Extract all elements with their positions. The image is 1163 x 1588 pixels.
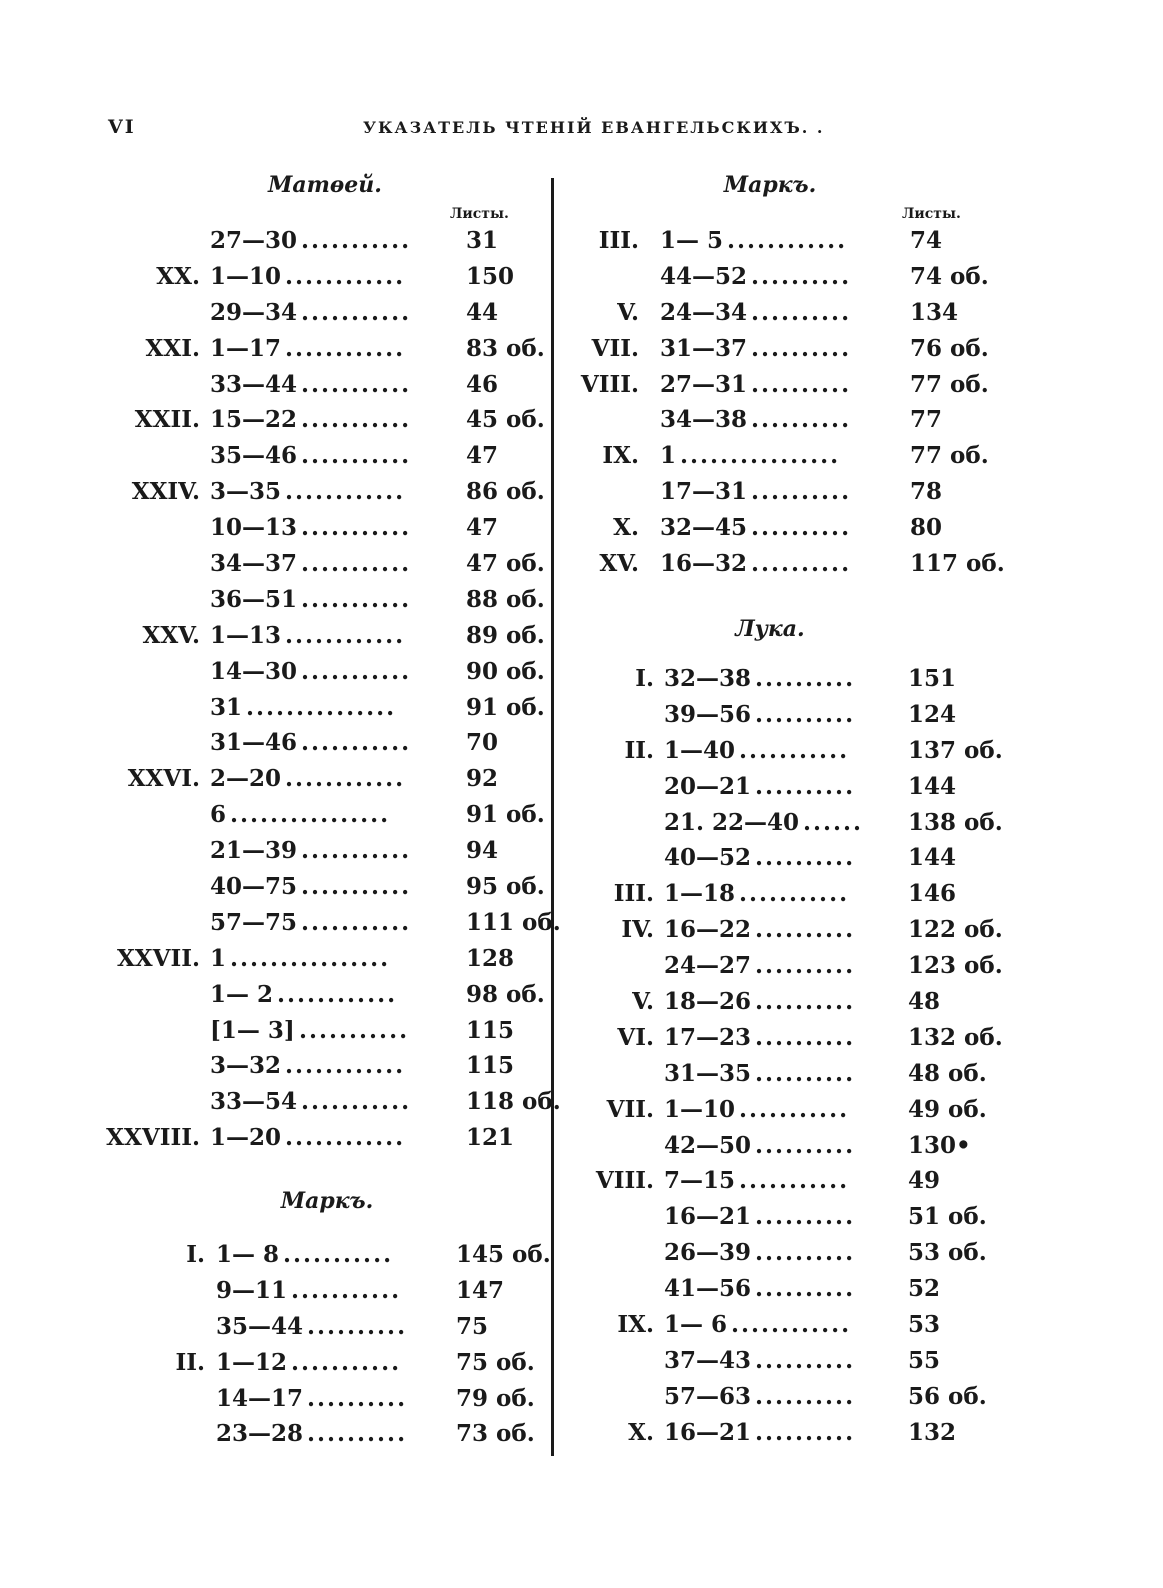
section-title-matthew: Матѳей. — [268, 172, 382, 198]
index-entry — [0, 1124, 551, 1160]
leader-dots: .......... — [751, 550, 852, 578]
leader-dots: .......... — [755, 1275, 856, 1303]
entry-verses: 35—44 — [216, 1312, 304, 1340]
entry-verses: 35—46 — [210, 442, 298, 470]
entry-chapter: III. — [598, 227, 639, 254]
entry-sheet: 56 об. — [908, 1382, 987, 1410]
entry-verses: 16—22 — [664, 916, 752, 944]
entry-sheet: 147 — [456, 1276, 505, 1304]
leader-dots: .......... — [755, 916, 856, 944]
leader-dots: .......... — [755, 1059, 856, 1087]
entry-sheet: 146 — [908, 880, 957, 908]
entry-verses: 1— 6 — [664, 1311, 728, 1339]
entry-chapter: III. — [613, 880, 654, 908]
leader-dots: ........... — [291, 1276, 402, 1304]
index-entry — [0, 694, 551, 730]
index-entry — [0, 299, 551, 335]
entry-verses: 32—38 — [664, 665, 752, 692]
entry-sheet: 122 об. — [908, 916, 1003, 944]
entry-sheet: 49 об. — [908, 1095, 987, 1123]
entry-sheet: 46 — [466, 370, 499, 398]
entry-verses: 15—22 — [210, 406, 298, 434]
entry-sheet: 144 — [908, 772, 957, 800]
entry-chapter: VII. — [591, 334, 639, 362]
entry-sheet: 47 об. — [466, 550, 545, 578]
index-entry — [0, 837, 551, 873]
entry-sheet: 137 об. — [908, 736, 1003, 764]
index-entry — [0, 729, 551, 765]
index-entry — [0, 801, 551, 837]
entry-verses: 31—46 — [210, 729, 298, 757]
leader-dots: .......... — [755, 952, 856, 980]
leader-dots: ........... — [301, 908, 412, 936]
index-entry — [0, 1313, 551, 1349]
entry-sheet: 124 — [908, 700, 957, 728]
index-entry — [554, 227, 1154, 263]
entry-chapter: XV. — [599, 550, 639, 578]
entry-sheet: 121 — [466, 1124, 515, 1152]
index-entry — [554, 550, 1154, 586]
entry-verses: 10—13 — [210, 514, 298, 542]
index-entry — [0, 1088, 561, 1124]
leader-dots: ........... — [299, 1016, 410, 1044]
index-entry — [554, 773, 1154, 809]
index-entry — [0, 1052, 551, 1088]
entry-sheet: 79 об. — [456, 1384, 535, 1412]
index-entry — [0, 371, 551, 407]
leader-dots: .......... — [751, 262, 852, 290]
entry-chapter: IV. — [621, 916, 654, 944]
index-entry — [554, 299, 1154, 335]
entry-chapter: I. — [186, 1241, 205, 1268]
entry-chapter: IX. — [602, 442, 639, 470]
page-number: VI — [108, 116, 136, 138]
leader-dots: ........... — [301, 406, 412, 434]
entry-sheet: 55 — [908, 1346, 941, 1374]
entry-verses: 57—63 — [664, 1382, 752, 1410]
entry-chapter: VIII. — [580, 370, 639, 398]
entry-sheet: 98 об. — [466, 980, 545, 1008]
index-entry — [0, 765, 551, 801]
index-entry — [554, 1203, 1154, 1239]
leader-dots: .......... — [751, 478, 852, 506]
leader-dots: ........... — [301, 837, 412, 865]
leader-dots: ............ — [285, 262, 406, 290]
mark-entry-list-right — [554, 227, 1154, 586]
leader-dots: .......... — [755, 1023, 856, 1051]
entry-sheet: 90 об. — [466, 657, 545, 685]
entry-verses: 1—12 — [216, 1348, 288, 1376]
entry-sheet: 47 — [466, 442, 499, 470]
entry-sheet: 74 — [910, 227, 943, 254]
entry-sheet: 45 об. — [466, 406, 545, 434]
leader-dots: .......... — [751, 334, 852, 362]
index-entry — [554, 701, 1154, 737]
entry-verses: 21. 22—40 — [664, 808, 800, 836]
entry-verses: 14—17 — [216, 1384, 304, 1412]
entry-verses: 1—40 — [664, 736, 736, 764]
index-entry — [0, 227, 551, 263]
entry-verses: 1— 5 — [660, 227, 724, 254]
entry-verses: 2—20 — [210, 765, 282, 793]
leader-dots: ........... — [301, 550, 412, 578]
index-entry — [0, 658, 551, 694]
luke-entry-list — [554, 665, 1154, 1455]
leader-dots: ............ — [285, 334, 406, 362]
entry-chapter: XXIV. — [131, 478, 200, 506]
entry-sheet: 31 — [466, 227, 499, 254]
entry-chapter: XXV. — [142, 621, 200, 649]
section-title-luke: Лука. — [735, 616, 805, 642]
index-entry — [554, 335, 1154, 371]
entry-verses: 39—56 — [664, 700, 752, 728]
entry-verses: 40—52 — [664, 844, 752, 872]
entry-chapter: VI. — [617, 1023, 654, 1051]
entry-sheet: 48 об. — [908, 1059, 987, 1087]
entry-verses: 1—20 — [210, 1124, 282, 1152]
index-entry — [0, 1241, 551, 1277]
entry-sheet: 77 об. — [910, 370, 989, 398]
entry-verses: 57—75 — [210, 908, 298, 936]
entry-verses: 33—44 — [210, 370, 298, 398]
entry-sheet: 51 об. — [908, 1203, 987, 1231]
index-entry — [554, 371, 1154, 407]
index-entry — [0, 908, 561, 945]
index-entry — [0, 1385, 551, 1421]
leader-dots: ........... — [301, 657, 412, 685]
index-entry — [554, 916, 1154, 952]
entry-sheet: 47 — [466, 514, 499, 542]
leader-dots: .......... — [755, 1131, 856, 1159]
leader-dots: .......... — [751, 370, 852, 398]
running-head: УКАЗАТЕЛЬ ЧТЕНІЙ ЕВАНГЕЛЬСКИХЪ. . — [363, 118, 825, 137]
entry-verses: 3—35 — [210, 478, 282, 506]
entry-sheet: 115 — [466, 1016, 515, 1044]
leader-dots: ........... — [739, 1167, 850, 1195]
entry-verses: 40—75 — [210, 873, 298, 901]
leader-dots: ........... — [739, 1095, 850, 1123]
leader-dots: ........... — [301, 298, 412, 326]
entry-verses: 1—10 — [664, 1095, 736, 1123]
entry-chapter: V. — [617, 298, 639, 326]
section-title-mark-left: Маркъ. — [280, 1188, 374, 1214]
entry-verses: 31—37 — [660, 334, 748, 362]
index-entry — [554, 737, 1154, 773]
entry-sheet: 132 — [908, 1418, 957, 1446]
entry-sheet: 134 — [910, 298, 959, 326]
entry-sheet: 94 — [466, 837, 499, 865]
leader-dots: .......... — [751, 406, 852, 434]
entry-verses: 1— 8 — [216, 1241, 280, 1268]
index-entry — [0, 442, 551, 478]
entry-chapter: II. — [175, 1348, 205, 1376]
entry-sheet: 44 — [466, 298, 499, 326]
entry-sheet: 145 об. — [456, 1241, 551, 1268]
leader-dots: ............ — [285, 1052, 406, 1080]
entry-verses: 32—45 — [660, 514, 748, 542]
entry-sheet: 88 об. — [466, 585, 545, 613]
leader-dots: ............... — [246, 693, 397, 721]
entry-sheet: 76 об. — [910, 334, 989, 362]
index-entry — [0, 1349, 551, 1385]
index-entry — [0, 981, 551, 1017]
index-entry — [0, 514, 551, 550]
leader-dots: ........... — [301, 585, 412, 613]
entry-chapter: XXVIII. — [106, 1124, 200, 1152]
leader-dots: ............ — [285, 478, 406, 506]
entry-verses: 31 — [210, 693, 243, 721]
index-entry — [554, 809, 1154, 845]
index-entry — [0, 1017, 551, 1053]
index-entry — [554, 1060, 1154, 1096]
entry-sheet: 75 об. — [456, 1348, 535, 1376]
entry-verses: 7—15 — [664, 1167, 736, 1195]
entry-verses: 36—51 — [210, 585, 298, 613]
index-entry — [0, 478, 551, 514]
entry-chapter: IX. — [617, 1311, 654, 1339]
entry-sheet: 77 — [910, 406, 943, 434]
sheets-label-left: Листы. — [450, 206, 509, 222]
entry-verses: 42—50 — [664, 1131, 752, 1159]
entry-chapter: XXI. — [145, 334, 200, 362]
entry-verses: 6 — [210, 801, 227, 829]
index-entry — [0, 873, 551, 909]
entry-verses: [1— 3] — [210, 1016, 295, 1044]
index-entry — [554, 478, 1154, 514]
entry-sheet: 144 — [908, 844, 957, 872]
entry-chapter: VII. — [606, 1095, 654, 1123]
entry-sheet: 95 об. — [466, 873, 545, 901]
entry-sheet: 73 об. — [456, 1420, 535, 1448]
leader-dots: ................ — [230, 944, 391, 972]
entry-sheet: 52 — [908, 1275, 941, 1303]
leader-dots: .......... — [307, 1384, 408, 1412]
leader-dots: ................ — [230, 801, 391, 829]
index-entry — [554, 1096, 1154, 1132]
index-entry — [0, 263, 551, 299]
leader-dots: ........... — [301, 442, 412, 470]
index-entry — [0, 335, 551, 371]
entry-sheet: 70 — [466, 729, 499, 757]
sheets-label-right: Листы. — [902, 206, 961, 222]
entry-verses: 16—32 — [660, 550, 748, 578]
entry-verses: 23—28 — [216, 1420, 304, 1448]
entry-chapter: I. — [635, 665, 654, 692]
entry-verses: 27—30 — [210, 227, 298, 254]
entry-sheet: 86 об. — [466, 478, 545, 506]
entry-sheet: 78 — [910, 478, 943, 506]
leader-dots: ........... — [301, 227, 412, 254]
leader-dots: ........... — [301, 873, 412, 901]
entry-verses: 1 — [210, 944, 227, 972]
entry-verses: 1—10 — [210, 262, 282, 290]
matthew-entry-list — [0, 227, 561, 1160]
index-entry — [0, 622, 551, 658]
leader-dots: ............ — [277, 980, 398, 1008]
entry-sheet: 151 — [908, 665, 957, 692]
entry-verses: 1—17 — [210, 334, 282, 362]
entry-verses: 17—31 — [660, 478, 748, 506]
entry-verses: 18—26 — [664, 988, 752, 1016]
entry-verses: 26—39 — [664, 1239, 752, 1267]
leader-dots: ............ — [285, 621, 406, 649]
entry-verses: 9—11 — [216, 1276, 288, 1304]
index-entry — [0, 945, 551, 981]
index-entry — [0, 550, 551, 586]
index-entry — [554, 1275, 1154, 1311]
entry-sheet: 123 об. — [908, 952, 1003, 980]
leader-dots: .......... — [307, 1312, 408, 1340]
leader-dots: .......... — [755, 1239, 856, 1267]
leader-dots: .......... — [755, 1382, 856, 1410]
entry-verses: 14—30 — [210, 657, 298, 685]
index-entry — [554, 988, 1154, 1024]
entry-sheet: 115 — [466, 1052, 515, 1080]
entry-verses: 41—56 — [664, 1275, 752, 1303]
entry-sheet: 80 — [910, 514, 943, 542]
leader-dots: .......... — [755, 1418, 856, 1446]
leader-dots: .......... — [751, 514, 852, 542]
entry-verses: 27—31 — [660, 370, 748, 398]
index-entry — [554, 406, 1154, 442]
index-entry — [554, 1311, 1154, 1347]
leader-dots: ........... — [739, 736, 850, 764]
entry-sheet: 53 — [908, 1311, 941, 1339]
entry-sheet: 111 об. — [466, 908, 561, 936]
section-title-mark-right: Маркъ. — [723, 172, 817, 198]
entry-sheet: 138 об. — [908, 808, 1003, 836]
leader-dots: ........... — [301, 1088, 412, 1116]
entry-sheet: 128 — [466, 944, 515, 972]
entry-chapter: II. — [624, 736, 654, 764]
entry-verses: 1— 2 — [210, 980, 274, 1008]
leader-dots: .......... — [755, 1346, 856, 1374]
index-entry — [0, 1420, 551, 1456]
leader-dots: ........... — [301, 370, 412, 398]
leader-dots: ............ — [285, 1124, 406, 1152]
leader-dots: .......... — [751, 298, 852, 326]
entry-verses: 3—32 — [210, 1052, 282, 1080]
entry-verses: 1 — [660, 442, 677, 470]
entry-verses: 17—23 — [664, 1023, 752, 1051]
entry-sheet: 132 об. — [908, 1023, 1003, 1051]
leader-dots: .......... — [755, 665, 856, 692]
index-entry — [554, 665, 1154, 701]
entry-sheet: 130• — [908, 1131, 971, 1159]
entry-verses: 34—37 — [210, 550, 298, 578]
leader-dots: ........... — [291, 1348, 402, 1376]
leader-dots: .......... — [307, 1420, 408, 1448]
entry-sheet: 48 — [908, 988, 941, 1016]
index-entry — [0, 406, 551, 442]
index-entry — [554, 1132, 1154, 1168]
index-entry — [554, 263, 1154, 299]
leader-dots: .......... — [755, 772, 856, 800]
entry-verses: 1—18 — [664, 880, 736, 908]
index-entry — [554, 514, 1154, 550]
entry-chapter: V. — [632, 988, 654, 1016]
leader-dots: ............ — [285, 765, 406, 793]
leader-dots: .......... — [755, 700, 856, 728]
index-entry — [554, 1167, 1154, 1203]
index-entry — [554, 1419, 1154, 1455]
leader-dots: .......... — [755, 1203, 856, 1231]
entry-verses: 24—34 — [660, 298, 748, 326]
leader-dots: ........... — [301, 514, 412, 542]
index-entry — [554, 1383, 1154, 1419]
entry-chapter: X. — [628, 1418, 654, 1446]
leader-dots: ............ — [731, 1311, 852, 1339]
entry-verses: 37—43 — [664, 1346, 752, 1374]
entry-sheet: 83 об. — [466, 334, 545, 362]
leader-dots: ........... — [739, 880, 850, 908]
entry-chapter: XX. — [156, 262, 200, 290]
entry-chapter: XXVII. — [116, 944, 200, 972]
entry-sheet: 117 об. — [910, 550, 1005, 578]
index-entry — [554, 442, 1154, 478]
entry-sheet: 150 — [466, 262, 515, 290]
entry-chapter: XXVI. — [127, 765, 200, 793]
entry-verses: 31—35 — [664, 1059, 752, 1087]
entry-chapter: VIII. — [595, 1167, 654, 1195]
entry-sheet: 89 об. — [466, 621, 545, 649]
index-entry — [554, 952, 1154, 988]
entry-chapter: X. — [613, 514, 639, 542]
entry-verses: 24—27 — [664, 952, 752, 980]
index-entry — [0, 1277, 551, 1313]
entry-verses: 33—54 — [210, 1088, 298, 1116]
entry-verses: 34—38 — [660, 406, 748, 434]
mark-entry-list-left — [0, 1241, 551, 1456]
entry-verses: 16—21 — [664, 1203, 752, 1231]
entry-sheet: 53 об. — [908, 1239, 987, 1267]
entry-sheet: 77 об. — [910, 442, 989, 470]
leader-dots: ...... — [803, 808, 864, 836]
entry-verses: 16—21 — [664, 1418, 752, 1446]
index-entry — [554, 1347, 1154, 1383]
entry-verses: 1—13 — [210, 621, 282, 649]
entry-sheet: 74 об. — [910, 262, 989, 290]
leader-dots: .......... — [755, 844, 856, 872]
index-entry — [554, 880, 1154, 916]
entry-verses: 21—39 — [210, 837, 298, 865]
entry-chapter: XXII. — [134, 406, 200, 434]
leader-dots: ........... — [301, 729, 412, 757]
leader-dots: ................ — [680, 442, 841, 470]
index-entry — [554, 1024, 1154, 1060]
leader-dots: .......... — [755, 988, 856, 1016]
leader-dots: ........... — [283, 1241, 394, 1268]
index-entry — [0, 586, 551, 622]
entry-sheet: 75 — [456, 1312, 489, 1340]
entry-sheet: 92 — [466, 765, 499, 793]
entry-sheet: 118 об. — [466, 1088, 561, 1116]
index-entry — [554, 844, 1154, 880]
entry-sheet: 91 об. — [466, 801, 545, 829]
index-entry — [554, 1239, 1154, 1275]
entry-sheet: 91 об. — [466, 693, 545, 721]
leader-dots: ............ — [727, 227, 848, 254]
entry-verses: 29—34 — [210, 298, 298, 326]
entry-verses: 44—52 — [660, 262, 748, 290]
entry-verses: 20—21 — [664, 772, 752, 800]
entry-sheet: 49 — [908, 1167, 941, 1195]
